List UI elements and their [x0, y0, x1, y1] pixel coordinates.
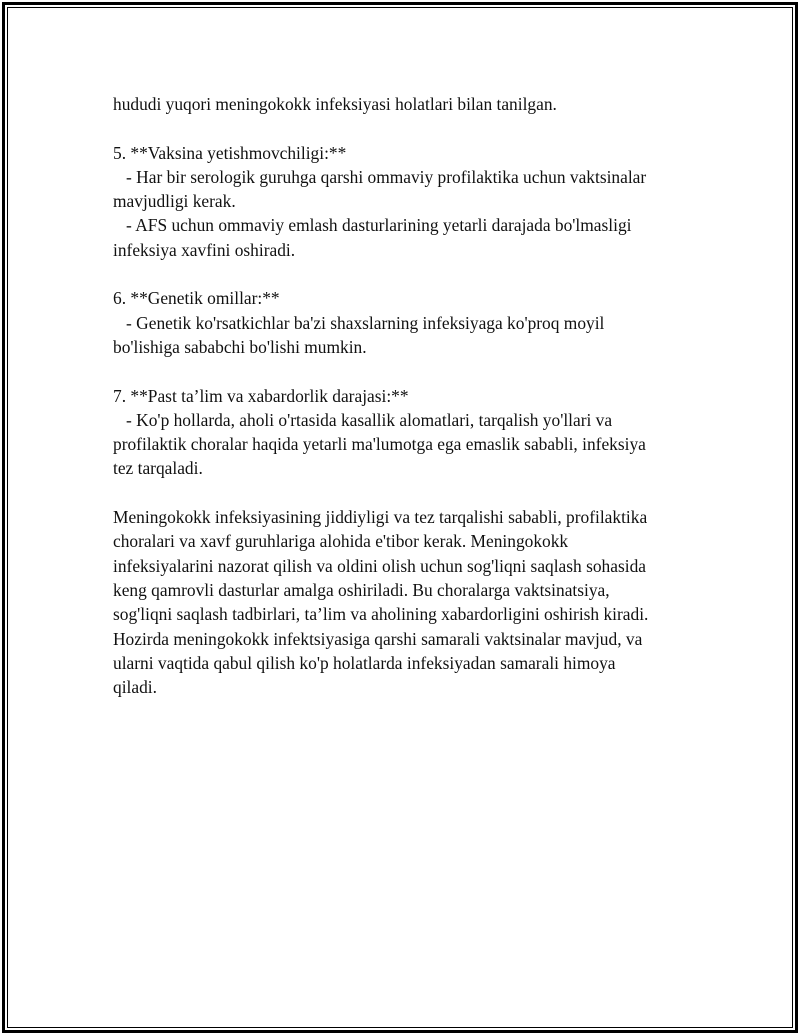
paragraph-gap [113, 359, 693, 383]
section-heading: 7. **Past ta’lim va xabardorlik darajasi:** [113, 385, 409, 406]
section-line: - Ko'p hollarda, aholi o'rtasida kasallik alomatlari, tarqalish yo'llari va [113, 409, 613, 430]
paragraph-line: choralari va xavf guruhlariga alohida e'tibor kerak. Meningokokk [113, 531, 569, 552]
section-line: - Genetik ko'rsatkichlar ba'zi shaxslarning infeksiyaga ko'proq moyil [113, 312, 605, 333]
intro-line: hududi yuqori meningokokk infeksiyasi holatlari bilan tanilgan. [113, 94, 557, 114]
section-line: mavjudligi kerak. [113, 191, 236, 212]
section-line: - AFS uchun ommaviy emlash dasturlarining yetarli darajada bo'lmasligi [113, 215, 632, 236]
section-education-awareness [113, 384, 693, 481]
section-genetic-factors [113, 286, 693, 359]
paragraph-gap [113, 481, 693, 505]
paragraph-gap [113, 262, 693, 286]
section-vaccine-shortage [113, 141, 693, 262]
document-body [113, 92, 693, 699]
section-line: tez tarqaladi. [113, 458, 203, 479]
section-line: infeksiya xavfini oshiradi. [113, 239, 296, 260]
paragraph-line: Hozirda meningokokk infektsiyasiga qarshi samarali vaktsinalar mavjud, va [113, 628, 643, 649]
section-heading: 6. **Genetik omillar:** [113, 288, 280, 309]
paragraph-line: qiladi. [113, 677, 157, 698]
paragraph-gap [113, 116, 693, 140]
conclusion-paragraph [113, 505, 693, 699]
section-heading: 5. **Vaksina yetishmovchiligi:** [113, 142, 347, 163]
paragraph-line: keng qamrovli dasturlar amalga oshiriladi. Bu choralarga vaktsinatsiya, [113, 579, 610, 600]
paragraph-line: infeksiyalarini nazorat qilish va oldini olish uchun sog'liqni saqlash sohasida [113, 555, 646, 576]
section-line: bo'lishiga sababchi bo'lishi mumkin. [113, 336, 367, 357]
section-line: profilaktik choralar haqida yetarli ma'lumotga ega emaslik sababli, infeksiya [113, 434, 646, 455]
section-line: - Har bir serologik guruhga qarshi ommaviy profilaktika uchun vaktsinalar [113, 166, 647, 187]
paragraph-line: ularni vaqtida qabul qilish ko'p holatlarda infeksiyadan samarali himoya [113, 652, 616, 673]
paragraph-line: sog'liqni saqlash tadbirlari, ta’lim va aholining xabardorligini oshirish kiradi. [113, 604, 649, 625]
paragraph-line: Meningokokk infeksiyasining jiddiyligi va tez tarqalishi sababli, profilaktika [113, 507, 648, 528]
